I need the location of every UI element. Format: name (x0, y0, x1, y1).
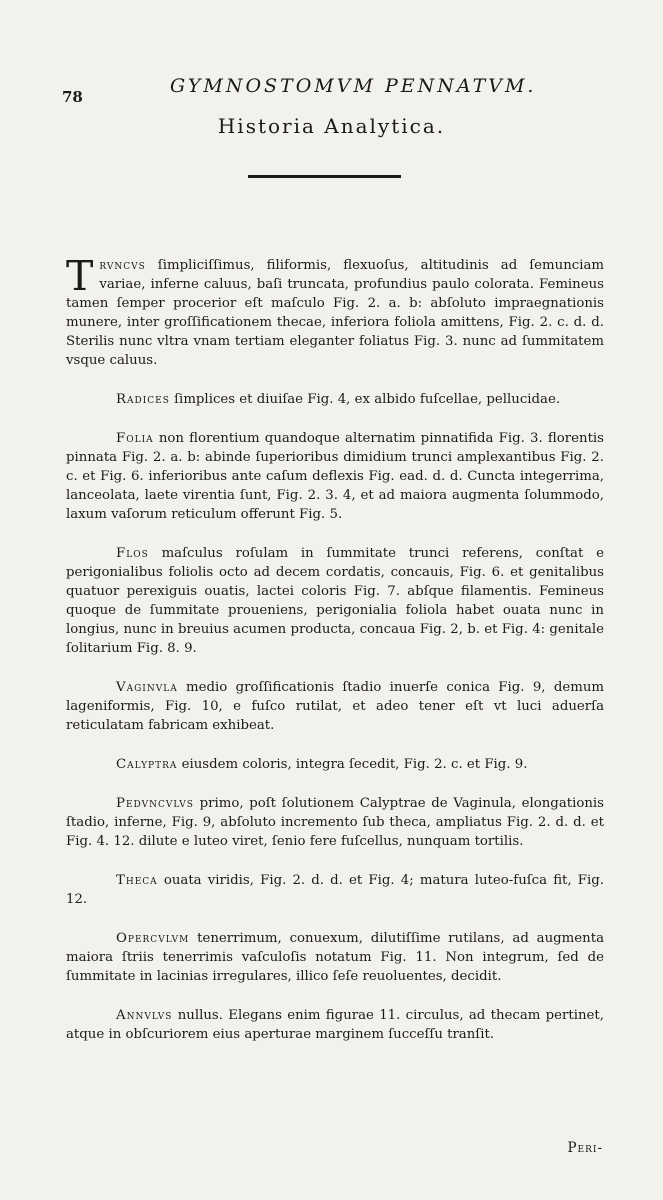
paragraph-calyptra (66, 755, 604, 774)
paragraph-lead: Flos (116, 546, 149, 561)
paragraph-folia (66, 429, 604, 524)
paragraph-text: ſimplices et diuiſae Fig. 4, ex albido fuſcellae, pellucidae. (174, 392, 561, 407)
paragraph-text: non florentium quandoque alternatim pinnatifida Fig. 3. florentis pinnata Fig. 2. a. b: abinde ſuperioribus dimidium trunci amplexantibus Fig. 2. c. et Fig. 6. inferioribus ante caſum deflexis Fig. ead. d. d. Cuncta integerrima, lanceolata, laete virentia ſunt, Fig. 2. 3. 4, et ad maiora augmenta ſolummodo, laxum vaſorum reticulum offerunt Fig. 5. (66, 431, 604, 522)
page-title: Historia Analytica. (217, 114, 446, 138)
paragraph-text: medio groſſificationis ſtadio inuerſe conica Fig. 9, demum lageniformis, Fig. 10, e fuſco rutilat, et adeo tener eſt vt luci aduerſa reticulatam fabricam exhibeat. (66, 680, 605, 733)
paragraph-radices (66, 390, 604, 409)
paragraph-flos (66, 544, 604, 658)
paragraph-text: ſimpliciſſimus, filiformis, flexuoſus, altitudinis ad ſemunciam variae, inferne caluus, baſi truncata, profundius paulo colorata. Femineus tamen ſemper procerior eſt maſculo Fig. 2. a. b: abſoluto impraegnationis munere, inter groſſificationem thecae, inferiora foliola amittens, Fig. 2. c. d. d. Sterilis nunc vltra vnam tertiam eleganter foliatus Fig. 3. nunc ad ſummitatem vsque caluus. (66, 258, 604, 368)
paragraph-text: primo, poſt ſolutionem Calyptrae de Vaginula, elongationis ſtadio, inferne, Fig. 9, abſoluto incremento ſub theca, ampliatus Fig. 2. d. d. et Fig. 4. 12. dilute e luteo viret, ſenio fere fuſcellus, nunquam tortilis. (66, 796, 604, 849)
paragraph-lead: Calyptra (116, 757, 178, 772)
paragraph-text: eiusdem coloris, integra ſecedit, Fig. 2. c. et Fig. 9. (181, 757, 528, 772)
title-rule (248, 175, 401, 178)
drop-cap: T (66, 252, 94, 300)
paragraph-annulus (66, 1006, 604, 1044)
paragraph-text: nullus. Elegans enim figurae 11. circulus, ad thecam pertinet, atque in obſcuriorem eius aperturae marginem ſucceſſu tranſit. (66, 1008, 604, 1042)
paragraph-lead: rvncvs (99, 258, 146, 273)
paragraph-text: ouata viridis, Fig. 2. d. d. et Fig. 4; matura luteo-fuſca fit, Fig. 12. (66, 873, 604, 907)
paragraph-theca (66, 871, 604, 909)
paragraph-operculum (66, 929, 604, 986)
paragraph-lead: Vaginvla (116, 680, 178, 695)
paragraph-pedunculus (66, 794, 604, 851)
paragraph-lead: Radices (116, 392, 170, 407)
running-head: GYMNOSTOMVM PENNATVM. (170, 75, 537, 97)
paragraph-lead: Pedvncvlvs (116, 796, 194, 811)
catchword: Peri- (567, 1140, 603, 1156)
paragraph-lead: Folia (116, 431, 154, 446)
page-number: 78 (62, 88, 83, 106)
text-body (66, 252, 605, 1064)
paragraph-lead: Opercvlvm (116, 931, 190, 946)
paragraph-truncus (66, 252, 604, 370)
paragraph-lead: Annvlvs (116, 1008, 173, 1023)
paragraph-text: maſculus roſulam in ſummitate trunci referens, conſtat e perigonialibus foliolis octo ad decem cordatis, concauis, Fig. 6. et genitalibus quatuor perexiguis ouatis, lactei coloris Fig. 7. abſque filamentis. Femineus quoque de ſummitate proueniens, perigonialia foliola habet ouata nunc in longius, nunc in breuius acumen producta, concaua Fig. 2, b. et Fig. 4: genitale ſolitarium Fig. 8. 9. (66, 546, 604, 656)
paragraph-lead: Theca (116, 873, 158, 888)
paragraph-vaginula (66, 678, 604, 735)
paragraph-text: tenerrimum, conuexum, dilutiſſime rutilans, ad augmenta maiora ſtriis tenerrimis vaſculoſis notatum Fig. 11. Non integrum, ſed de ſummitate in lacinias irregulares, illico ſeſe reuoluentes, decidit. (66, 931, 604, 984)
